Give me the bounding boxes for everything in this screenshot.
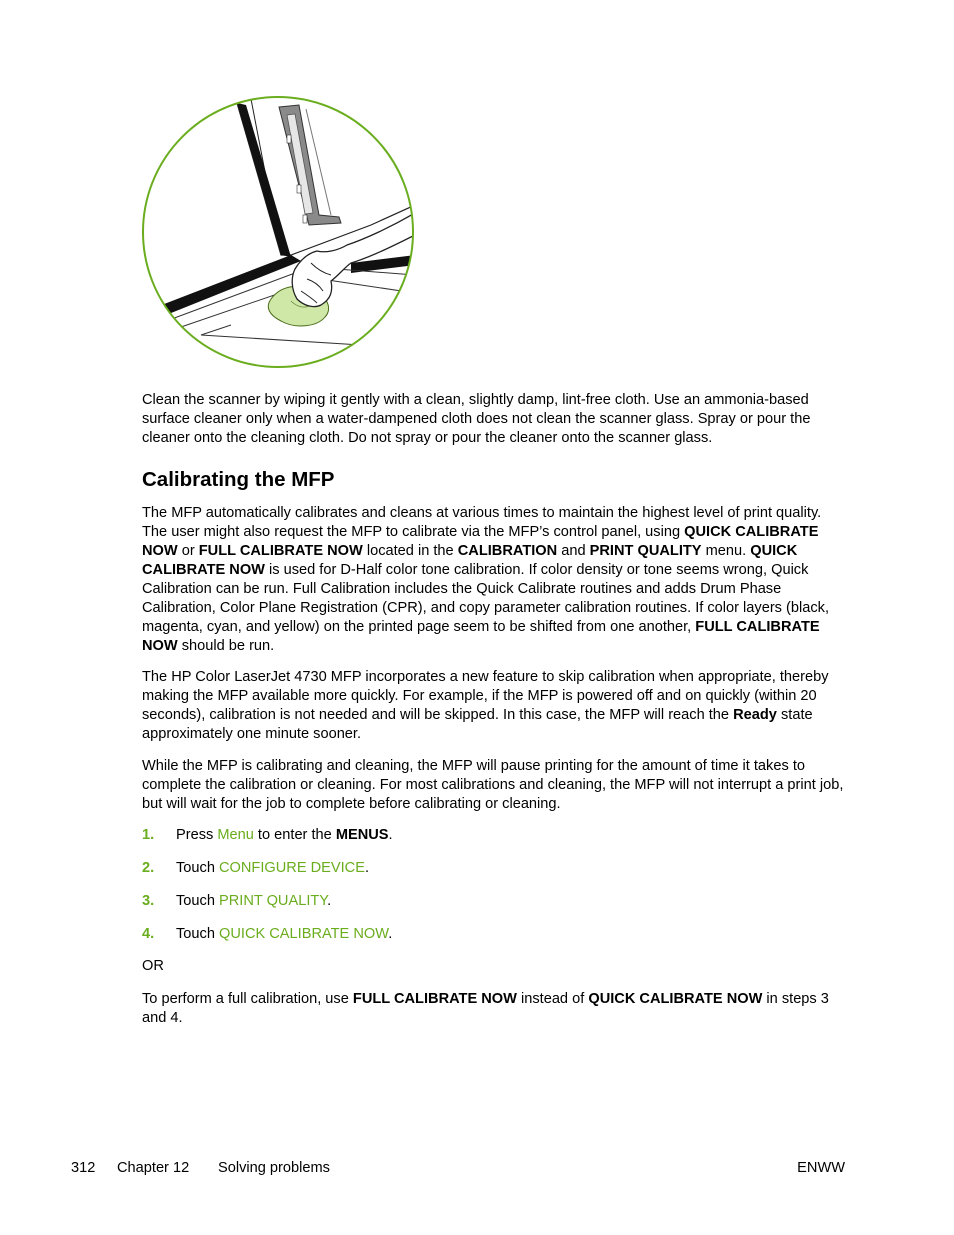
- calibration-paragraph-2: The HP Color LaserJet 4730 MFP incorporates a new feature to skip calibration when appropriate, thereby making the MFP available more quickly. For example, if the MFP is powered off and on quickly (within 20 seconds), calibration is not needed and will be skipped. In this case, the MFP will reach the Ready state approximately one minute sooner.: [142, 669, 829, 742]
- calibration-paragraph-1: The MFP automatically calibrates and cleans at various times to maintain the highest level of print quality. The user might also request the MFP to calibrate via the MFP’s control panel, using QUICK CALIBRATE NOW or FULL CALIBRATE NOW located in the CALIBRATION and PRINT QUALITY menu. QUICK CALIBRATE NOW is used for D-Half color tone calibration. If color density or tone seems wrong, Quick Calibration can be run. Full Calibration includes the Quick Calibrate routines and adds Drum Phase Calibration, Color Plane Registration (CPR), and copy parameter calibration routines. If color layers (black, magenta, cyan, and yellow) on the printed page seem to be shifted from one another, FULL CALIBRATE NOW should be run.: [142, 505, 830, 654]
- menu-link[interactable]: Menu: [217, 827, 254, 843]
- step-item: 2. Touch CONFIGURE DEVICE.: [142, 860, 370, 876]
- footer-section: Solving problems: [218, 1160, 330, 1176]
- page-number: 312: [71, 1160, 96, 1176]
- section-heading: Calibrating the MFP: [142, 468, 335, 491]
- step-item: 4. Touch QUICK CALIBRATE NOW.: [142, 926, 393, 942]
- step-number: 3.: [142, 893, 155, 909]
- full-calibration-paragraph: To perform a full calibration, use FULL CALIBRATE NOW instead of QUICK CALIBRATE NOW in steps 3 and 4.: [142, 991, 829, 1026]
- intro-paragraph: Clean the scanner by wiping it gently with a clean, slightly damp, lint-free cloth. Use an ammonia-based surface cleaner only when a water-dampened cloth does not clean the scanner glass. Spray or pour the cleaner onto the cleaning cloth. Do not spray or pour the cleaner onto the scanner glass.: [142, 392, 811, 446]
- calibration-paragraph-3: While the MFP is calibrating and cleaning, the MFP will pause printing for the amount of time it takes to complete the calibration or cleaning. For most calibrations and cleaning, the MFP will not interrupt a print job, but will wait for the job to complete before calibrating or cleaning.: [142, 758, 844, 812]
- scanner-cleaning-illustration: [141, 95, 415, 369]
- quick-calibrate-now-link[interactable]: QUICK CALIBRATE NOW: [219, 926, 389, 942]
- steps-list: [142, 826, 847, 958]
- footer-chapter: Chapter 12: [117, 1160, 190, 1176]
- print-quality-link[interactable]: PRINT QUALITY: [219, 893, 328, 909]
- step-number: 4.: [142, 926, 155, 942]
- configure-device-link[interactable]: CONFIGURE DEVICE: [219, 860, 365, 876]
- or-separator: OR: [142, 958, 164, 974]
- step-number: 1.: [142, 827, 155, 843]
- step-item: 1. Press Menu to enter the MENUS.: [142, 827, 393, 843]
- step-number: 2.: [142, 860, 155, 876]
- footer-code: ENWW: [797, 1160, 845, 1176]
- step-item: 3. Touch PRINT QUALITY.: [142, 893, 332, 909]
